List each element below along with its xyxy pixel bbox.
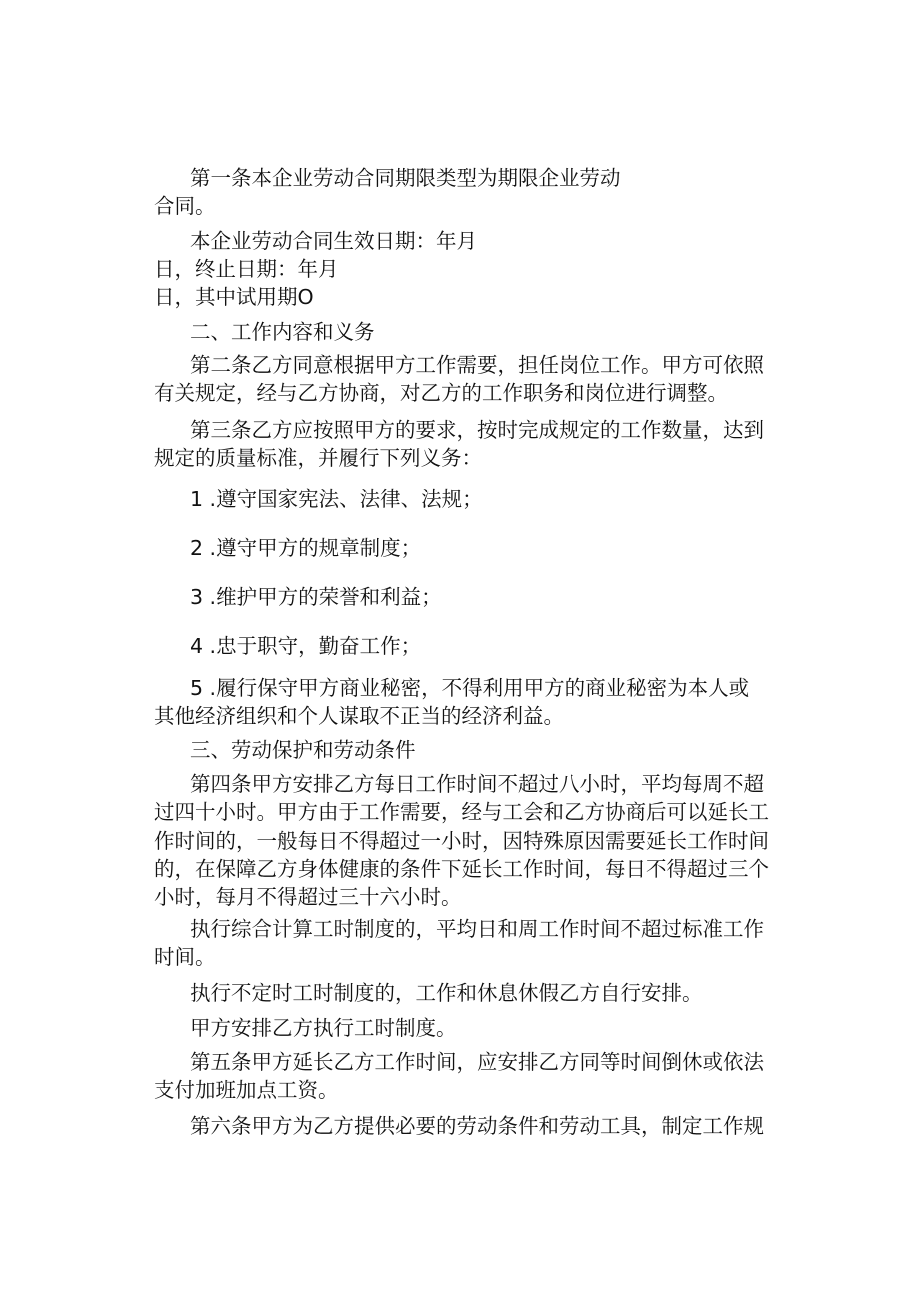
section-2-heading: 二、工作内容和义务 <box>190 320 375 344</box>
article-3-line-2: 规定的质量标准，并履行下列义务： <box>154 446 482 470</box>
effective-date-line-3: 日，其中试用期O <box>154 285 314 309</box>
article-5-line-2: 支付加班加点工资。 <box>154 1078 339 1102</box>
comprehensive-hours-line-1: 执行综合计算工时制度的，平均日和周工作时间不超过标准工作 <box>190 917 764 941</box>
article-4-line-5: 小时，每月不得超过三十六小时。 <box>154 885 462 909</box>
duty-item-2: 2 .遵守甲方的规章制度； <box>190 536 422 560</box>
article-1-line-2: 合同。 <box>154 194 216 218</box>
article-2-line-1: 第二条乙方同意根据甲方工作需要，担任岗位工作。甲方可依照 <box>190 353 764 377</box>
article-2-line-2: 有关规定，经与乙方协商，对乙方的工作职务和岗位进行调整。 <box>154 381 728 405</box>
effective-date-line-1: 本企业劳动合同生效日期：年月 <box>190 229 477 253</box>
article-4-line-2: 过四十小时。甲方由于工作需要，经与工会和乙方协商后可以延长工 <box>154 800 769 824</box>
article-6-line-1: 第六条甲方为乙方提供必要的劳动条件和劳动工具，制定工作规 <box>190 1114 764 1138</box>
article-4-line-4: 的，在保障乙方身体健康的条件下延长工作时间，每日不得超过三个 <box>154 857 769 881</box>
effective-date-line-2: 日，终止日期：年月 <box>154 257 339 281</box>
article-3-line-1: 第三条乙方应按照甲方的要求，按时完成规定的工作数量，达到 <box>190 418 764 442</box>
article-4-line-3: 作时间的，一般每日不得超过一小时，因特殊原因需要延长工作时间 <box>154 829 769 853</box>
flexible-hours-line: 执行不定时工时制度的，工作和休息休假乙方自行安排。 <box>190 981 703 1005</box>
article-1-line-1: 第一条本企业劳动合同期限类型为期限企业劳动 <box>190 166 621 190</box>
article-5-line-1: 第五条甲方延长乙方工作时间，应安排乙方同等时间倒休或依法 <box>190 1050 764 1074</box>
duty-item-5-line-2: 其他经济组织和个人谋取不正当的经济利益。 <box>154 704 564 728</box>
comprehensive-hours-line-2: 时间。 <box>154 945 216 969</box>
article-4-line-1: 第四条甲方安排乙方每日工作时间不超过八小时，平均每周不超 <box>190 772 764 796</box>
duty-item-3: 3 .维护甲方的荣誉和利益； <box>190 585 442 609</box>
duty-item-4: 4 .忠于职守，勤奋工作； <box>190 634 422 658</box>
duty-item-5-line-1: 5 .履行保守甲方商业秘密，不得利用甲方的商业秘密为本人或 <box>190 676 750 700</box>
duty-item-1: 1 .遵守国家宪法、法律、法规； <box>190 487 483 511</box>
hours-system-line: 甲方安排乙方执行工时制度。 <box>190 1016 457 1040</box>
section-3-heading: 三、劳动保护和劳动条件 <box>190 738 416 762</box>
